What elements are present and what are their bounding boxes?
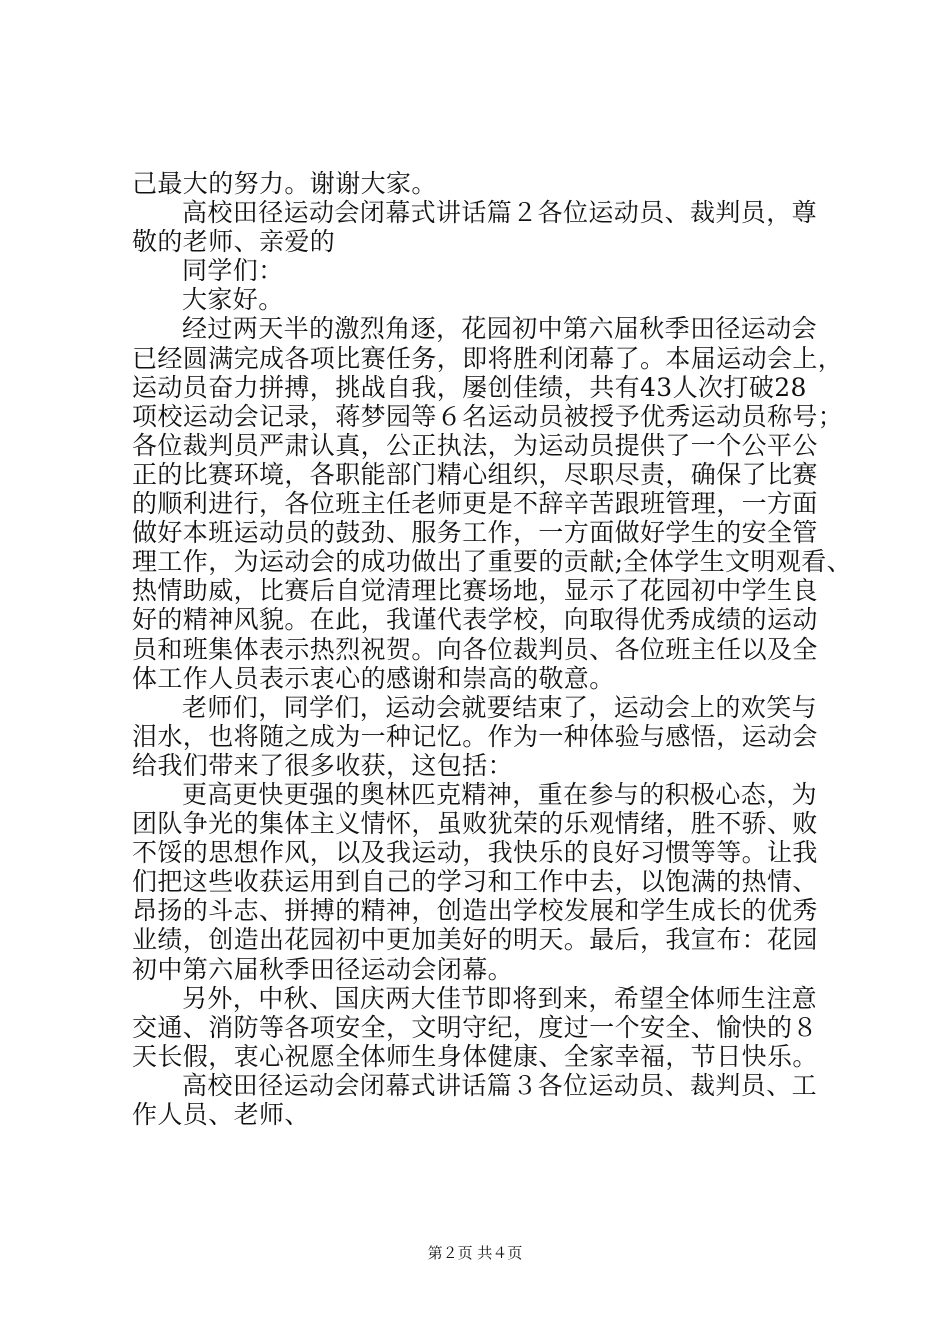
text-line: 经过两天半的激烈角逐，花园初中第六届秋季田径运动会 [182, 314, 818, 344]
text-line: 好的精神风貌。在此，我谨代表学校，向取得优秀成绩的运动 [132, 605, 818, 635]
paragraph [132, 256, 838, 285]
text-line: 另外，中秋、国庆两大佳节即将到来，希望全体师生注意 [182, 983, 818, 1013]
text-line: 正的比赛环境，各职能部门精心组织，尽职尽责，确保了比赛 [132, 459, 818, 489]
text-line: 各位裁判员严肃认真，公正执法，为运动员提供了一个公平公 [132, 430, 818, 460]
text-line: 不馁的思想作风，以及我运动，我快乐的良好习惯等等。让我 [132, 838, 818, 868]
text-line: 作人员、老师、 [132, 1100, 310, 1129]
paragraph [132, 169, 838, 198]
text-line: 初中第六届秋季田径运动会闭幕。 [132, 954, 514, 984]
text-line: 的顺利进行，各位班主任老师更是不辞辛苦跟班管理，一方面 [132, 489, 818, 519]
text-line: 理工作，为运动会的成功做出了重要的贡献;全体学生文明观看、 [132, 547, 853, 577]
paragraph [132, 780, 838, 984]
text-line: 高校田径运动会闭幕式讲话篇２各位运动员、裁判员，尊 [182, 198, 818, 228]
text-line: 员和班集体表示热烈祝贺。向各位裁判员、各位班主任以及全 [132, 634, 818, 664]
text-line: 已经圆满完成各项比赛任务，即将胜利闭幕了。本届运动会上， [132, 343, 844, 373]
text-line: 交通、消防等各项安全，文明守纪，度过一个安全、愉快的８ [132, 1012, 818, 1042]
text-line: 热情助威，比赛后自觉清理比赛场地，显示了花园初中学生良 [132, 576, 818, 606]
paragraph [132, 314, 853, 693]
text-line: 老师们，同学们，运动会就要结束了，运动会上的欢笑与 [182, 692, 818, 722]
text-line: 天长假，衷心祝愿全体师生身体健康、全家幸福，节日快乐。 [132, 1041, 818, 1071]
text-line: 更高更快更强的奥林匹克精神，重在参与的积极心态，为 [182, 779, 818, 809]
text-line: 体工作人员表示衷心的感谢和崇高的敬意。 [132, 663, 615, 693]
text-line: 敬的老师、亲爱的 [132, 227, 336, 257]
text-line: 昂扬的斗志、拼搏的精神，创造出学校发展和学生成长的优秀 [132, 896, 818, 926]
paragraph [132, 198, 838, 256]
page-footer: 第２页 共４页 [427, 1244, 523, 1262]
text-line: 己最大的努力。谢谢大家。 [132, 169, 437, 198]
text-line: 给我们带来了很多收获，这包括： [132, 750, 514, 780]
text-line: 做好本班运动员的鼓劲、服务工作，一方面做好学生的安全管 [132, 518, 818, 548]
text-line: 大家好。 [182, 285, 284, 315]
paragraph [132, 285, 838, 314]
text-line: 泪水，也将随之成为一种记忆。作为一种体验与感悟，运动会 [132, 721, 818, 751]
text-line: 运动员奋力拼搏，挑战自我，屡创佳绩，共有43人次打破28 [132, 372, 807, 402]
text-line: 同学们： [182, 256, 284, 286]
text-line: 业绩，创造出花园初中更加美好的明天。最后，我宣布：花园 [132, 925, 818, 955]
paragraph [132, 693, 838, 780]
document-body [132, 169, 853, 1129]
text-line: 团队争光的集体主义情怀，虽败犹荣的乐观情绪，胜不骄、败 [132, 809, 818, 839]
text-line: 项校运动会记录，蒋梦园等６名运动员被授予优秀运动员称号； [132, 401, 844, 431]
paragraph [132, 984, 838, 1071]
text-line: 们把这些收获运用到自己的学习和工作中去，以饱满的热情、 [132, 867, 818, 897]
paragraph [132, 1071, 838, 1129]
text-line: 高校田径运动会闭幕式讲话篇３各位运动员、裁判员、工 [182, 1070, 818, 1100]
